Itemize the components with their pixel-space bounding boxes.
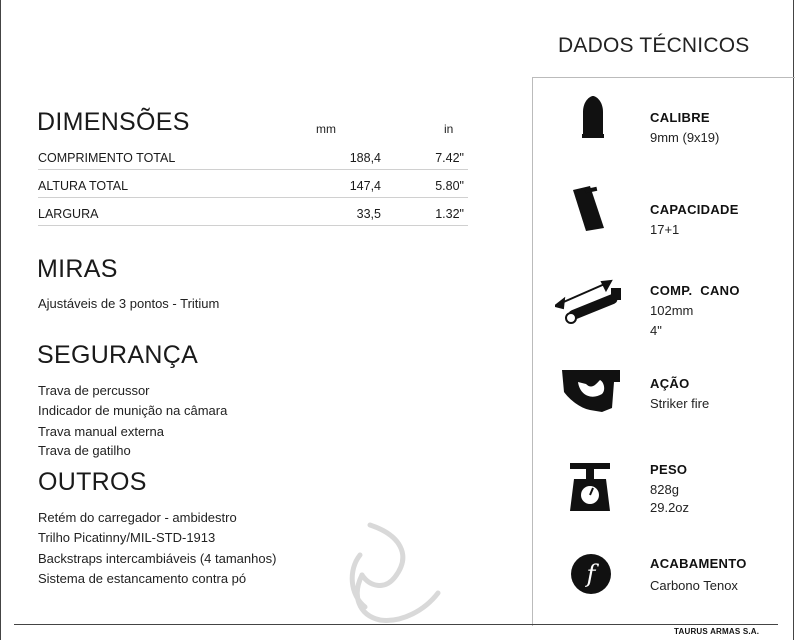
- dimension-in: 5.80": [435, 179, 464, 193]
- spec-value-peso-oz: 29.2oz: [650, 500, 690, 515]
- dimension-label: COMPRIMENTO TOTAL: [38, 151, 176, 165]
- outros-item: Backstraps intercambiáveis (4 tamanhos): [38, 551, 277, 566]
- spec-value-acabamento: Carbono Tenox: [650, 578, 738, 593]
- dimension-mm: 147,4: [349, 179, 381, 193]
- spec-label-comp-cano: COMP. CANO: [650, 283, 740, 298]
- dimension-row: [38, 205, 468, 226]
- trigger-icon: [562, 370, 620, 412]
- spec-label-acao: AÇÃO: [650, 376, 690, 391]
- dimension-mm: 188,4: [349, 151, 381, 165]
- unit-in-header: in: [444, 122, 454, 136]
- spec-label-peso: PESO: [650, 462, 688, 477]
- specs-panel: [532, 77, 795, 626]
- dimension-label: LARGURA: [38, 207, 99, 221]
- finish-icon: [570, 553, 612, 595]
- spec-label-acabamento: ACABAMENTO: [650, 556, 747, 571]
- seguranca-item: Indicador de munição na câmara: [38, 403, 228, 418]
- seguranca-item: Trava manual externa: [38, 424, 164, 439]
- spec-label-capacidade: CAPACIDADE: [650, 202, 739, 217]
- dimensoes-heading: DIMENSÕES: [37, 108, 190, 136]
- seguranca-item: Trava de gatilho: [38, 443, 131, 458]
- spec-value-comp-cano-in: 4": [650, 323, 662, 338]
- outros-heading: OUTROS: [38, 468, 147, 496]
- spec-value-peso-g: 828g: [650, 482, 679, 497]
- svg-text:f: f: [586, 560, 596, 588]
- seguranca-heading: SEGURANÇA: [37, 341, 199, 369]
- dimension-row: [38, 149, 468, 170]
- scale-icon: [566, 461, 614, 513]
- outros-item: Trilho Picatinny/MIL-STD-1913: [38, 530, 216, 545]
- spec-value-comp-cano-mm: 102mm: [650, 303, 694, 318]
- spec-value-calibre: 9mm (9x19): [650, 130, 720, 145]
- miras-item: Ajustáveis de 3 pontos - Tritium: [38, 296, 220, 311]
- spec-value-capacidade: 17+1: [650, 222, 680, 237]
- spec-value-acao: Striker fire: [650, 396, 710, 411]
- seguranca-item: Trava de percussor: [38, 383, 150, 398]
- outros-item: Sistema de estancamento contra pó: [38, 571, 247, 586]
- footer-divider: [14, 624, 778, 625]
- dimension-in: 7.42": [435, 151, 464, 165]
- outros-item: Retém do carregador - ambidestro: [38, 510, 237, 525]
- footer-company: TAURUS ARMAS S.A.: [674, 627, 760, 636]
- page-title: DADOS TÉCNICOS: [558, 34, 750, 57]
- dimension-row: [38, 177, 468, 198]
- dimension-in: 1.32": [435, 207, 464, 221]
- dimension-mm: 33,5: [356, 207, 381, 221]
- spec-label-calibre: CALIBRE: [650, 110, 710, 125]
- unit-mm-header: mm: [316, 122, 336, 136]
- magazine-icon: [570, 184, 610, 232]
- bullet-icon: [578, 96, 608, 138]
- dimension-label: ALTURA TOTAL: [38, 179, 129, 193]
- miras-heading: MIRAS: [37, 255, 118, 283]
- page-border-left: [0, 0, 1, 640]
- bull-logo-watermark: [340, 515, 445, 630]
- barrel-icon: [555, 278, 627, 326]
